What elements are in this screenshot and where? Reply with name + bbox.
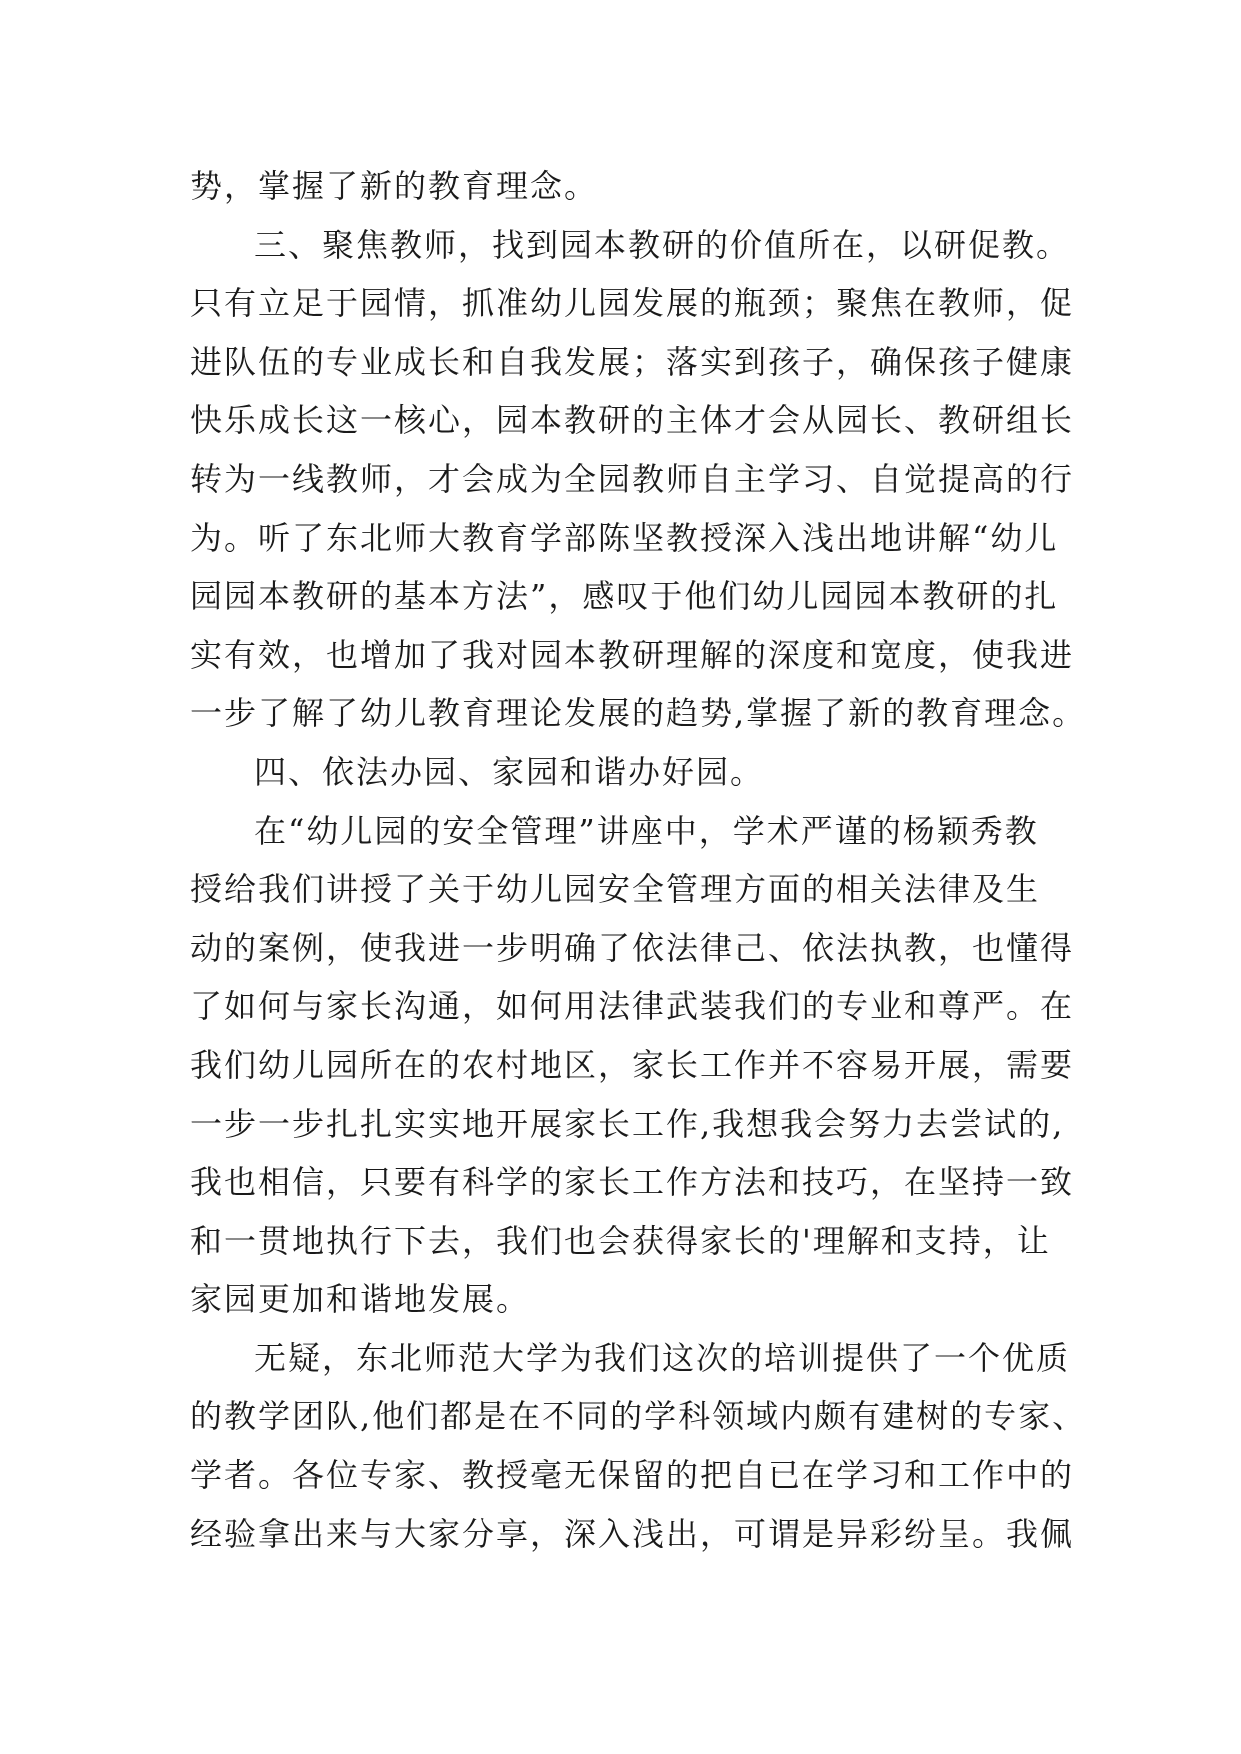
text-line: 学者。各位专家、教授毫无保留的把自已在学习和工作中的 xyxy=(190,1456,1075,1495)
text-line: 四、依法办园、家园和谐办好园。 xyxy=(254,752,765,791)
text-line: 和一贯地执行下去，我们也会获得家长的'理解和支持，让 xyxy=(190,1221,1051,1260)
text-line: 家园更加和谐地发展。 xyxy=(190,1280,531,1319)
text-line: 快乐成长这一核心，园本教研的主体才会从园长、教研组长 xyxy=(190,401,1075,440)
body-text xyxy=(190,157,1087,1563)
text-line: 在“幼儿园的安全管理”讲座中，学术严谨的杨颖秀教 xyxy=(254,811,1039,850)
text-line: 无疑，东北师范大学为我们这次的培训提供了一个优质 xyxy=(254,1338,1071,1377)
text-line: 只有立足于园情，抓准幼儿园发展的瓶颈；聚焦在教师，促 xyxy=(190,284,1075,323)
text-line: 进队伍的专业成长和自我发展；落实到孩子，确保孩子健康 xyxy=(190,342,1075,381)
text-line: 园园本教研的基本方法”，感叹于他们幼儿园园本教研的扎 xyxy=(190,577,1059,616)
text-line: 实有效，也增加了我对园本教研理解的深度和宽度，使我进 xyxy=(190,635,1075,674)
text-line: 三、聚焦教师，找到园本教研的价值所在，以研促教。 xyxy=(254,225,1071,264)
text-line: 一步了解了幼儿教育理论发展的趋势,掌握了新的教育理念。 xyxy=(190,694,1087,733)
text-line: 的教学团队,他们都是在不同的学科领域内颇有建树的专家、 xyxy=(190,1397,1087,1436)
text-line: 我也相信，只要有科学的家长工作方法和技巧，在坚持一致 xyxy=(190,1163,1075,1202)
text-line: 转为一线教师，才会成为全园教师自主学习、自觉提高的行 xyxy=(190,459,1075,498)
text-line: 动的案例，使我进一步明确了依法律己、依法执教，也懂得 xyxy=(190,928,1075,967)
text-line: 我们幼儿园所在的农村地区，家长工作并不容易开展，需要 xyxy=(190,1045,1075,1084)
text-line: 了如何与家长沟通，如何用法律武装我们的专业和尊严。在 xyxy=(190,987,1075,1026)
text-line: 一步一步扎扎实实地开展家长工作,我想我会努力去尝试的, xyxy=(190,1104,1065,1143)
text-line: 为。听了东北师大教育学部陈坚教授深入浅出地讲解“幼儿 xyxy=(190,518,1059,557)
text-line: 势，掌握了新的教育理念。 xyxy=(190,167,599,205)
text-line: 经验拿出来与大家分享，深入浅出，可谓是异彩纷呈。我佩 xyxy=(190,1514,1075,1553)
text-line: 授给我们讲授了关于幼儿园安全管理方面的相关法律及生 xyxy=(190,870,1041,909)
